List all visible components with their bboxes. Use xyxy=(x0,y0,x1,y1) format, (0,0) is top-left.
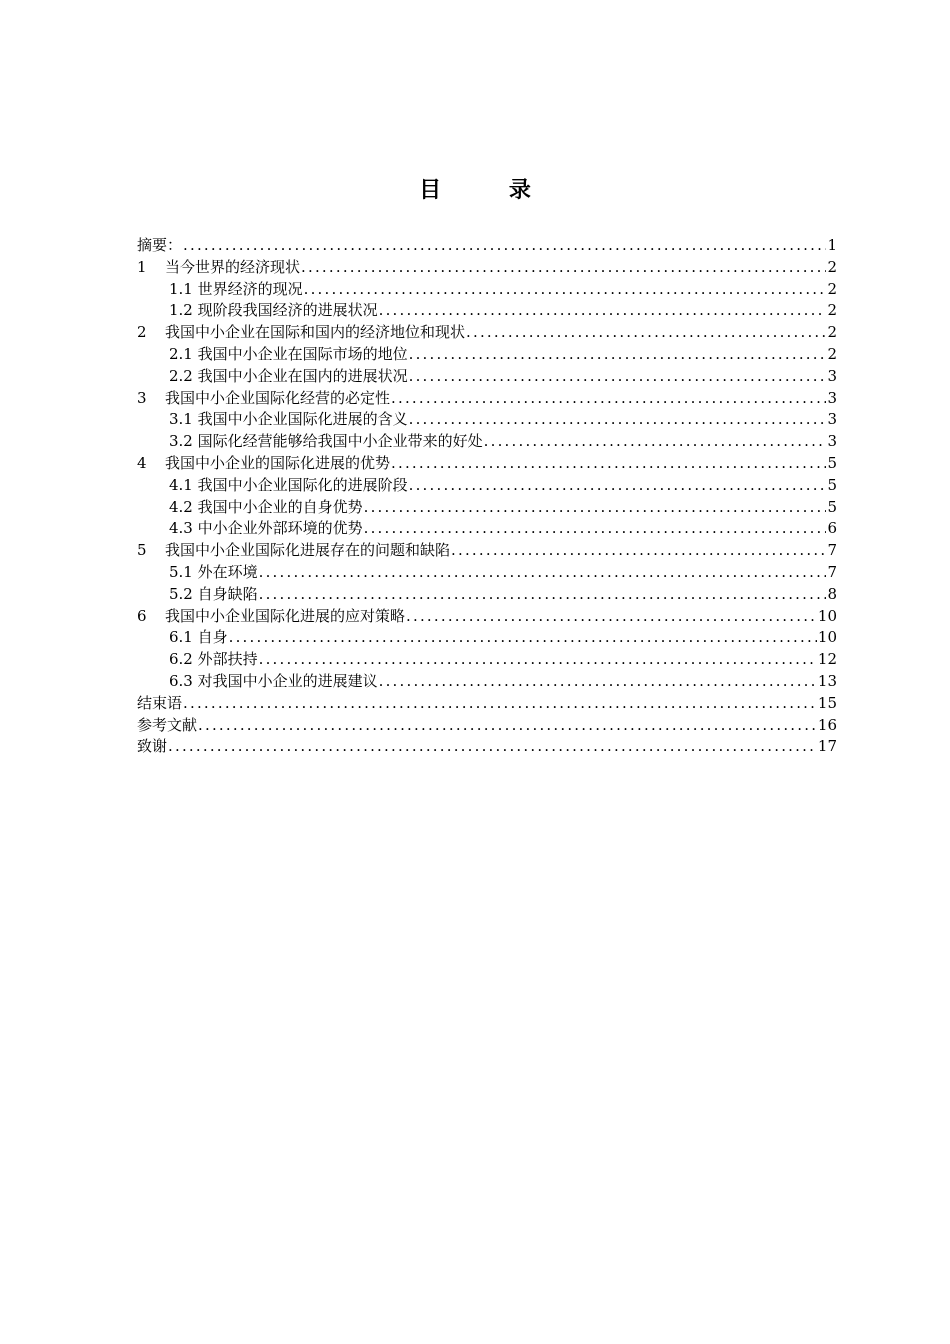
toc-entry xyxy=(137,475,837,497)
toc-entry xyxy=(137,322,837,344)
toc-entry-title: 6.1 自身 xyxy=(169,628,228,647)
toc-leader-dots xyxy=(259,562,826,584)
toc-entry xyxy=(137,257,837,279)
toc-entry-page: 2 xyxy=(827,257,837,276)
toc-entry-page: 5 xyxy=(827,475,837,494)
toc-leader-dots xyxy=(259,584,826,606)
toc-entry xyxy=(137,518,837,540)
toc-entry-page: 7 xyxy=(827,562,837,581)
toc-entry xyxy=(137,584,837,606)
toc-entry-page: 2 xyxy=(827,344,837,363)
toc-leader-dots xyxy=(304,279,826,301)
toc-entry-title: 4.2 我国中小企业的自身优势 xyxy=(169,497,363,516)
toc-entry xyxy=(137,366,837,388)
toc-entry-title: 我国中小企业的国际化进展的优势 xyxy=(165,453,391,472)
toc-entry-title: 摘要： xyxy=(137,236,183,254)
toc-entry-title: 结束语 xyxy=(137,693,183,712)
toc-leader-dots xyxy=(409,344,826,366)
toc-entry-title: 我国中小企业在国际和国内的经济地位和现状 xyxy=(165,323,466,342)
toc-entry-page: 17 xyxy=(817,737,837,756)
toc-entry-number: 5 xyxy=(137,541,147,560)
toc-leader-dots xyxy=(168,736,817,758)
toc-leader-dots xyxy=(391,453,826,475)
toc-entry-page: 15 xyxy=(817,693,837,712)
toc-entry xyxy=(137,497,837,519)
toc-entry-page: 10 xyxy=(817,606,837,625)
toc-entry xyxy=(137,627,837,649)
toc-entry-page: 5 xyxy=(827,497,837,516)
toc-entry-title: 当今世界的经济现状 xyxy=(165,257,301,276)
toc-entry-page: 2 xyxy=(827,301,837,320)
toc-leader-dots xyxy=(379,671,817,693)
toc-entry-page: 16 xyxy=(817,715,837,734)
toc-leader-dots xyxy=(259,649,817,671)
toc-leader-dots xyxy=(364,497,826,519)
toc-entry xyxy=(137,344,837,366)
toc-entry-title: 5.2 自身缺陷 xyxy=(169,584,258,603)
toc-entry xyxy=(137,540,837,562)
toc-entry-page: 12 xyxy=(817,650,837,669)
toc-entry-page: 13 xyxy=(817,671,837,690)
toc-entry-title: 6.2 外部扶持 xyxy=(169,650,258,669)
toc-entry xyxy=(137,279,837,301)
toc-entry xyxy=(137,736,837,758)
toc-entry-number: 2 xyxy=(137,323,147,342)
toc-leader-dots xyxy=(484,431,826,453)
page-title: 目 录 xyxy=(419,178,561,203)
toc-entry-title: 2.2 我国中小企业在国内的进展状况 xyxy=(169,366,408,385)
table-of-contents xyxy=(137,235,837,758)
toc-leader-dots xyxy=(409,409,826,431)
toc-entry xyxy=(137,453,837,475)
toc-entry-title: 我国中小企业国际化经营的必定性 xyxy=(165,388,391,407)
toc-entry-page: 8 xyxy=(827,584,837,603)
toc-entry-page: 7 xyxy=(827,541,837,560)
toc-entry-title: 3.1 我国中小企业国际化进展的含义 xyxy=(169,410,408,429)
toc-entry xyxy=(137,715,837,737)
toc-leader-dots xyxy=(301,257,826,279)
toc-entry-title: 我国中小企业国际化进展的应对策略 xyxy=(165,606,406,625)
toc-leader-dots xyxy=(198,715,817,737)
toc-entry xyxy=(137,235,837,257)
toc-entry xyxy=(137,606,837,628)
toc-entry-page: 2 xyxy=(827,279,837,298)
toc-entry-page: 2 xyxy=(827,323,837,342)
toc-entry-title: 5.1 外在环境 xyxy=(169,562,258,581)
toc-entry-number: 6 xyxy=(137,606,147,625)
toc-leader-dots xyxy=(406,606,817,628)
toc-leader-dots xyxy=(379,300,826,322)
toc-entry xyxy=(137,562,837,584)
toc-entry-page: 3 xyxy=(827,410,837,429)
toc-entry xyxy=(137,431,837,453)
toc-entry-page: 6 xyxy=(827,519,837,538)
toc-leader-dots xyxy=(391,388,826,410)
toc-entry-title: 我国中小企业国际化进展存在的问题和缺陷 xyxy=(165,541,451,560)
toc-entry-page: 10 xyxy=(817,628,837,647)
toc-entry-number: 1 xyxy=(137,257,147,276)
toc-entry-title: 1.1 世界经济的现况 xyxy=(169,279,303,298)
toc-entry-number: 3 xyxy=(137,388,147,407)
toc-entry-title: 致谢 xyxy=(137,737,168,756)
toc-entry-page: 3 xyxy=(827,388,837,407)
toc-entry-page: 1 xyxy=(827,236,837,254)
toc-entry-page: 3 xyxy=(827,366,837,385)
toc-entry xyxy=(137,409,837,431)
toc-leader-dots xyxy=(409,475,826,497)
toc-leader-dots xyxy=(183,235,826,257)
toc-entry-number: 4 xyxy=(137,453,147,472)
toc-entry-page: 5 xyxy=(827,453,837,472)
toc-entry-title: 1.2 现阶段我国经济的进展状况 xyxy=(169,301,378,320)
toc-entry xyxy=(137,388,837,410)
toc-entry-title: 参考文献 xyxy=(137,715,198,734)
toc-leader-dots xyxy=(409,366,826,388)
toc-leader-dots xyxy=(183,693,817,715)
toc-entry-page: 3 xyxy=(827,432,837,451)
toc-leader-dots xyxy=(466,322,826,344)
toc-entry xyxy=(137,649,837,671)
toc-leader-dots xyxy=(364,518,826,540)
toc-entry-title: 4.1 我国中小企业国际化的进展阶段 xyxy=(169,475,408,494)
toc-entry-title: 6.3 对我国中小企业的进展建议 xyxy=(169,671,378,690)
toc-entry xyxy=(137,671,837,693)
toc-entry xyxy=(137,300,837,322)
toc-leader-dots xyxy=(451,540,826,562)
toc-entry-title: 3.2 国际化经营能够给我国中小企业带来的好处 xyxy=(169,432,483,451)
toc-leader-dots xyxy=(229,627,817,649)
toc-entry-title: 2.1 我国中小企业在国际市场的地位 xyxy=(169,344,408,363)
toc-entry-title: 4.3 中小企业外部环境的优势 xyxy=(169,519,363,538)
toc-entry xyxy=(137,693,837,715)
